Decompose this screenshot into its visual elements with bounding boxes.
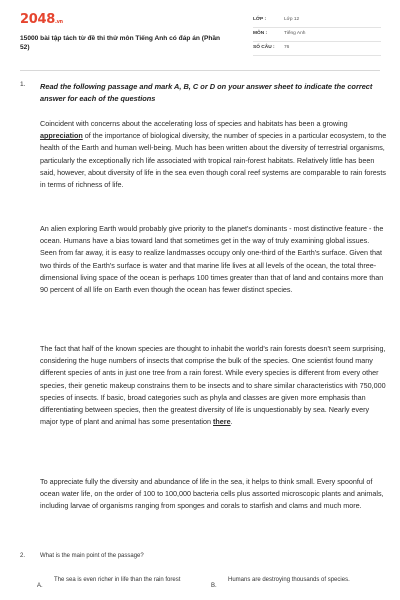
meta-key-class: LỚP : xyxy=(253,17,267,22)
meta-value-class: Lớp 12 xyxy=(284,17,300,22)
passage-paragraph-2: An alien exploring Earth would probably give priority to the planet's dominants - most distinctive feature - the ocean. Humans have a bias toward land that sometimes get in the way of truly examining global issues. Seen from far away, it is easy to realize landmasses occupy only one-third of the Earth's surface. Given that two thirds of the Earth's surface is water and that marine life lives at all levels of the ocean, the total three-dimensional living space of the ocean is perhaps 100 times greater than that of land and contains more than 90 percent of all life on Earth even though the ocean has fewer distinct species. xyxy=(40,224,384,295)
p1-text-before: Coincident with concerns about the accelerating loss of species and habitats has been a growing xyxy=(40,119,348,128)
question-2-number: 2. xyxy=(20,553,26,559)
option-b-letter: B. xyxy=(211,583,217,589)
passage-paragraph-1 xyxy=(40,118,387,191)
meta-row-question-count xyxy=(253,43,381,56)
question-2-text: What is the main point of the passage? xyxy=(40,553,144,559)
meta-key-question-count: SỐ CÂU : xyxy=(253,45,275,50)
meta-key-subject: MÔN : xyxy=(253,31,268,36)
underlined-word-appreciation: appreciation xyxy=(40,131,83,141)
meta-value-subject: Tiếng Anh xyxy=(284,31,306,36)
passage-paragraph-3 xyxy=(40,343,387,428)
option-a-letter: A. xyxy=(37,583,43,589)
option-b-text: Humans are destroying thousands of species. xyxy=(228,577,350,583)
document-meta xyxy=(253,15,381,57)
question-1-instruction: Read the following passage and mark A, B, C or D on your answer sheet to indicate the correct answer for each of the questions xyxy=(40,82,373,103)
meta-value-question-count: 76 xyxy=(284,45,290,50)
underlined-word-there: there xyxy=(213,417,231,427)
meta-row-subject xyxy=(253,29,381,42)
logo-main: 2048 xyxy=(20,12,55,27)
header-divider xyxy=(20,70,380,71)
question-1 xyxy=(20,81,382,105)
document-title: 15000 bài tập tách từ đề thi thử môn Tiếng Anh có đáp án (Phần 52) xyxy=(20,35,221,51)
question-1-number: 1. xyxy=(20,81,26,88)
page-header xyxy=(0,0,400,68)
passage-paragraph-4: To appreciate fully the diversity and abundance of life in the sea, it helps to think small. Every spoonful of ocean water life, on the order of 100 to 100,000 bacteria cells plus assorted microscopic plants and animals, including larvae of organisms ranging from sponges and corals to starfish and clams and much more. xyxy=(40,477,384,511)
p1-text-after: of the importance of biological diversity, the number of species in a particular ecosystem, to the health of the Earth and human well-being. Much has been written about the diversity of terrestrial organisms, particularly the exceptionally rich life associated with tropical rain-forest habitats. Relatively little has been said, however, about diversity of life in the sea even though coral reef systems are comparable to rain forests in terms of richness of life. xyxy=(40,131,387,190)
meta-row-class xyxy=(253,15,381,28)
site-logo[interactable] xyxy=(20,12,63,27)
option-a-text: The sea is even richer in life than the rain forest xyxy=(54,577,181,583)
p3-text-before: The fact that half of the known species are thought to inhabit the world's rain forests doesn't seem surprising, considering the huge numbers of insects that comprise the bulk of the species. One scientist found many different species of ants in just one tree from a rain forest. While every species is different from every other species, their genetic makeup constrains them to be insects and to share similar characteristics with 750,000 species of insects. If basic, broad categories such as phyla and classes are given more emphasis than differentiating between species, then the greatest diversity of life is unquestionably by sea. Nearly every major type of plant and animal has some presentation xyxy=(40,344,386,427)
p3-text-after: . xyxy=(230,417,233,427)
logo-sub: .vn xyxy=(54,19,63,25)
